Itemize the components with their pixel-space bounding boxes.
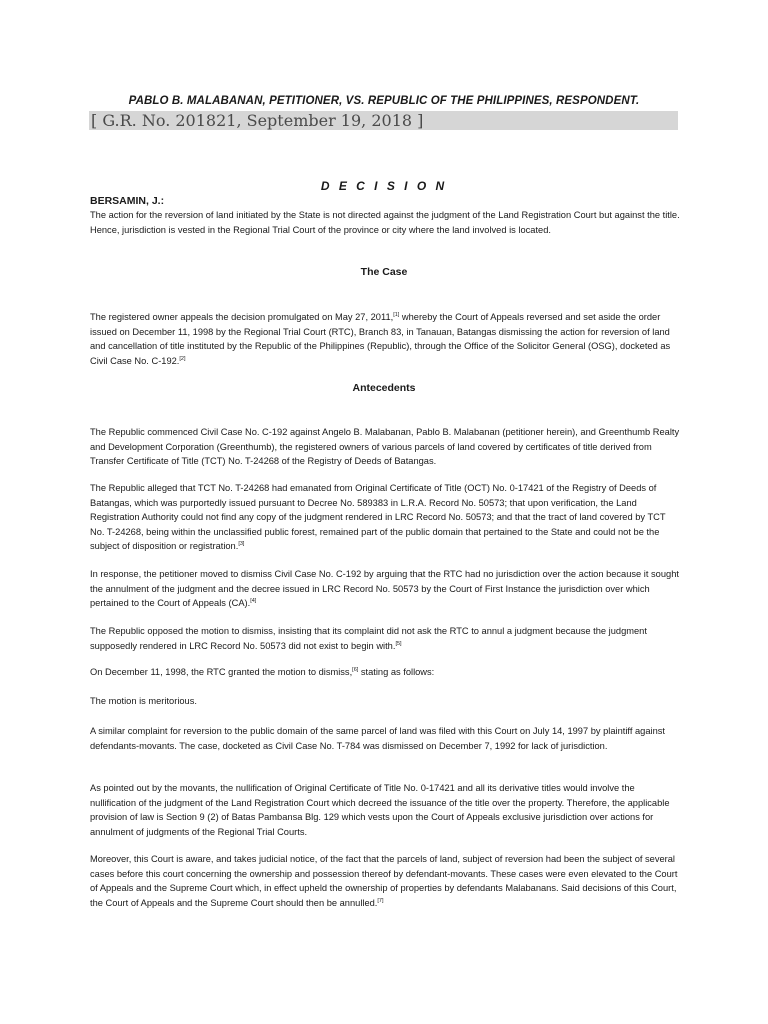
- footnote-ref-2[interactable]: [2]: [179, 355, 186, 362]
- antecedents-paragraph-4: [90, 624, 680, 653]
- section-heading-the-case: The Case: [360, 266, 408, 278]
- footnote-ref-3[interactable]: [3]: [238, 541, 245, 548]
- footnote-ref-5[interactable]: [5]: [395, 640, 402, 647]
- quoted-p4-text: Moreover, this Court is aware, and takes judicial notice, of the fact that the parcels of land, subject of reversion had been the subject of several cases before this court concerning the ownership and possession thereof by defendant-movants. These cases were even elevated to the Court of Appeals and the Supreme Court which, in effect upheld the ownership of properties by defendants Malabanans. Said decisions of this Court, the Court of Appeals and the Supreme Court should then be annulled.: [90, 854, 678, 908]
- case-paragraph: [90, 310, 680, 368]
- quoted-paragraph-4: [90, 852, 680, 910]
- footnote-ref-1[interactable]: [1]: [393, 311, 400, 318]
- case-text-a: The registered owner appeals the decision promulgated on May 27, 2011,: [90, 312, 394, 322]
- antecedents-p4-text: The Republic opposed the motion to dismiss, insisting that its complaint did not ask the RTC to annul a judgment because the judgment supposedly rendered in LRC Record No. 50573 did not exist to begin with.: [90, 626, 647, 651]
- antecedents-p3-text: In response, the petitioner moved to dismiss Civil Case No. C-192 by arguing that the RTC had no jurisdiction over the action because it sought the annulment of the judgment and the decree issued in LRC Record No. 50573 by the Court of First Instance the jurisdiction over which pertained to the Court of Appeals (CA).: [90, 569, 679, 609]
- footnote-ref-6[interactable]: [6]: [352, 666, 359, 673]
- case-parties-title: PABLO B. MALABANAN, PETITIONER, VS. REPUBLIC OF THE PHILIPPINES, RESPONDENT.: [128, 95, 640, 107]
- case-text-b: whereby the Court of Appeals reversed and set aside the order issued on December 11, 1998 by the Regional Trial Court (RTC), Branch 83, in Tanauan, Batangas dismissing the action for reversion of land and cancellation of title instituted by the Republic of the Philippines (Republic), through the Office of the Solicitor General (OSG), docketed as Civil Case No. C-192.: [90, 312, 671, 366]
- antecedents-paragraph-5: [90, 665, 680, 680]
- footnote-ref-4[interactable]: [4]: [250, 598, 257, 605]
- quoted-paragraph-1: The motion is meritorious.: [90, 696, 197, 706]
- quoted-paragraph-3: As pointed out by the movants, the nullification of Original Certificate of Title No. 0-17421 and all its derivative titles would involve the nullification of the judgment of the Land Registration Court which decreed the issuance of the title over the property. Therefore, the applicable provision of law is Section 9 (2) of Batas Pambansa Blg. 129 which vests upon the Court of Appeals exclusive jurisdiction over actions for annulment of judgments of the Regional Trial Courts.: [90, 783, 670, 837]
- gr-number-banner: [ G.R. No. 201821, September 19, 2018 ]: [89, 111, 678, 130]
- antecedents-paragraph-3: [90, 567, 680, 611]
- intro-paragraph: The action for the reversion of land initiated by the State is not directed against the judgment of the Land Registration Court but against the title. Hence, jurisdiction is vested in the Regional Trial Court of the province or city where the land involved is located.: [90, 210, 680, 235]
- ponente: BERSAMIN, J.:: [90, 195, 165, 207]
- antecedents-p5-text-b: stating as follows:: [358, 667, 435, 677]
- antecedents-p2-text: The Republic alleged that TCT No. T-24268 had emanated from Original Certificate of Title (OCT) No. 0-17421 of the Registry of Deeds of Batangas, which was purportedly issued pursuant to Decree No. 589383 in L.R.A. Record No. 50573; that upon verification, the Land Registration Authority could not find any copy of the judgment rendered in LRC Record No. 50573; and that the tract of land covered by TCT No. T-24268, being within the unclassified public forest, remained part of the public domain that pertained to the State and could not be the subject of disposition or registration.: [90, 483, 666, 552]
- antecedents-paragraph-2: [90, 481, 680, 554]
- footnote-ref-7[interactable]: [7]: [377, 897, 384, 904]
- antecedents-p5-text-a: On December 11, 1998, the RTC granted the motion to dismiss,: [90, 667, 353, 677]
- section-heading-antecedents: Antecedents: [352, 382, 416, 394]
- quoted-paragraph-2: A similar complaint for reversion to the public domain of the same parcel of land was filed with this Court on July 14, 1997 by plaintiff against defendants-movants. The case, docketed as Civil Case No. T-784 was dismissed on December 7, 1992 for lack of jurisdiction.: [90, 726, 665, 751]
- antecedents-paragraph-1: The Republic commenced Civil Case No. C-192 against Angelo B. Malabanan, Pablo B. Malabanan (petitioner herein), and Greenthumb Realty and Development Corporation (Greenthumb), the registered owners of various parcels of land covered by certificates of title derived from Transfer Certificate of Title (TCT) No. T-24268 of the Registry of Deeds of Batangas.: [90, 427, 680, 467]
- decision-heading: D E C I S I O N: [320, 179, 448, 193]
